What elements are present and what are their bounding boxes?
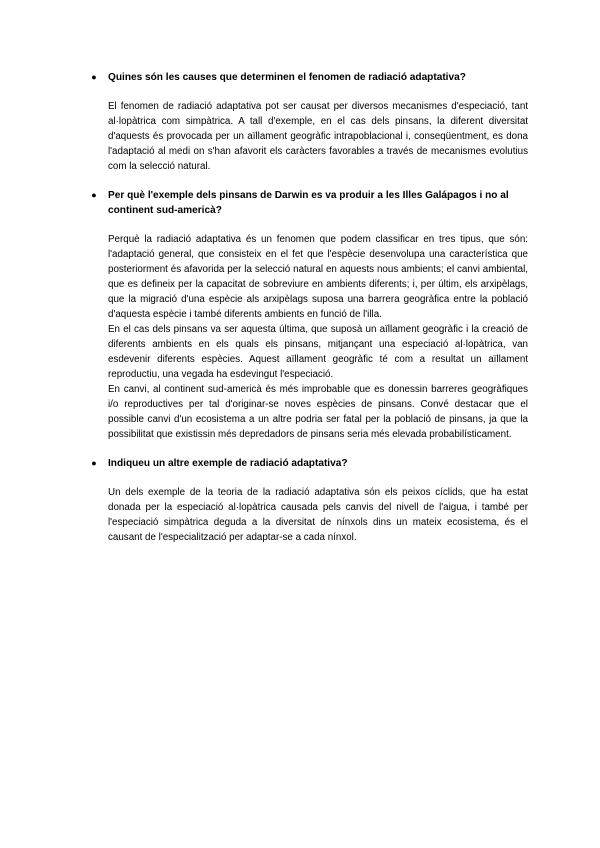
- bullet-icon: ●: [91, 190, 97, 200]
- qa-section-3: [88, 456, 528, 545]
- qa-section-1: [88, 70, 528, 174]
- answer-paragraph: Un dels exemple de la teoria de la radiació adaptativa són els peixos cíclids, que ha estat donada per la especiació al·lopàtrica causada pels canvis del nivell de l'aigua, i també per l'especiació simpàtrica deguda a la diversitat de nínxols dins un mateix ecosistema, és el causant de l'especialització per adaptar-se a cada nínxol.: [108, 487, 528, 543]
- bullet-icon: ●: [91, 72, 97, 82]
- bullet-icon: ●: [91, 458, 97, 468]
- question-text: Indiqueu un altre exemple de radiació adaptativa?: [108, 458, 348, 469]
- question-text: Quines són les causes que determinen el fenomen de radiació adaptativa?: [108, 72, 466, 83]
- qa-section-2: [88, 188, 528, 442]
- answer-paragraph: Perquè la radiació adaptativa és un fenomen que podem classificar en tres tipus, que són: l'adaptació general, que consisteix en el fet que l'espècie desenvolupa una característica que posteriorment és afavorida per la selecció natural en aquests nous ambients; el canvi ambiental, que es defineix per la capacitat de sobreviure en ambients diferents; i, per últim, els arxipèlags, que la migració d'una espècie als arxipèlags suposa una barrera geogràfica entre la població d'aquesta espècie i també diferents ambients en funció de l'illa.: [108, 234, 528, 320]
- document-content: [88, 70, 528, 559]
- question-heading: [88, 188, 528, 218]
- answer-paragraph: El fenomen de radiació adaptativa pot ser causat per diversos mecanismes d'especiació, tant al·lopàtrica com simpàtrica. A tall d'exemple, en el cas dels pinsans, la diferent diversitat d'aquests és provocada per un aïllament geogràfic intrapoblacional i, conseqüentment, es dona l'adaptació al medi on s'han afavorit els caràcters favorables a través de mecanismes evolutius com la selecció natural.: [108, 101, 528, 172]
- question-heading: [88, 70, 528, 85]
- question-text: Per què l'exemple dels pinsans de Darwin es va produir a les Illes Galápagos i no al continent sud-americà?: [108, 190, 509, 216]
- answer-paragraph: En canvi, al continent sud-americà és més improbable que es donessin barreres geogràfiques i/o reproductives per tal d'originar-se noves espècies de pinsans. Convé destacar que el possible canvi d'un ecosistema a un altre podria ser fatal per la població de pinsans, ja que la possibilitat que existissin més depredadors de pinsans seria més elevada probabilísticament.: [108, 384, 528, 440]
- answer-paragraph: En el cas dels pinsans va ser aquesta última, que suposà un aïllament geogràfic i la creació de diferents ambients en els quals els pinsans, mitjançant una especiació al·lopàtrica, van esdevenir diferents espècies. Aquest aïllament geogràfic té com a resultat un aïllament reproductiu, una vegada ha esdevingut l'especiació.: [108, 324, 528, 380]
- question-heading: [88, 456, 528, 471]
- answer-block: [108, 232, 528, 442]
- answer-block: [108, 99, 528, 174]
- answer-block: [108, 485, 528, 545]
